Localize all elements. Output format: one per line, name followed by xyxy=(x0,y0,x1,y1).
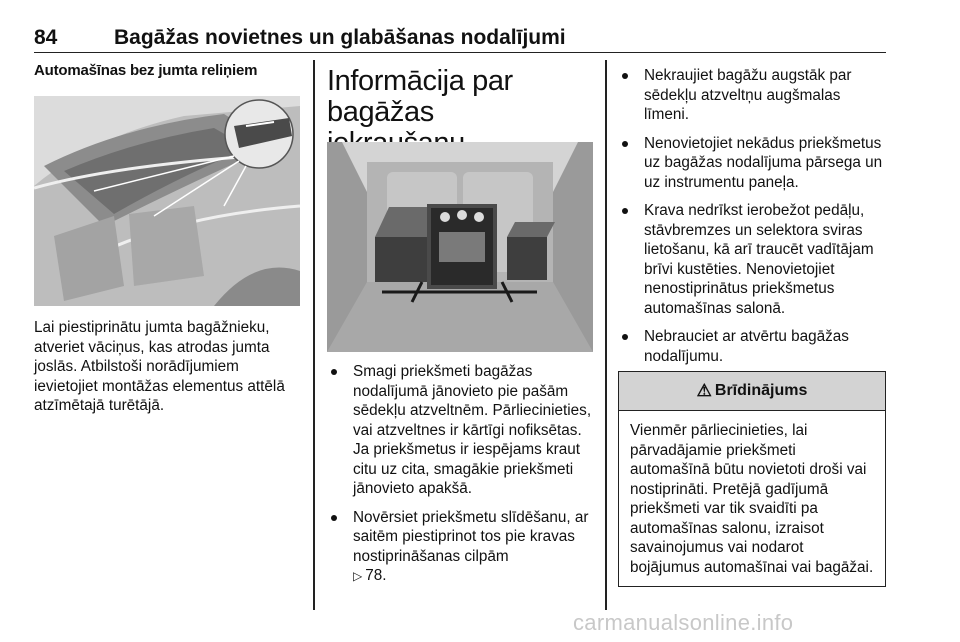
page-number: 84 xyxy=(34,26,58,49)
roof-rack-mounting-illustration xyxy=(34,96,300,306)
list-item-text: Novērsiet priekšmetu slīdēšanu, ar saitēm piestiprinot tos pie kravas nostiprināšanas cilpām xyxy=(353,508,589,565)
list-item xyxy=(618,66,888,125)
page-reference-link[interactable]: 78. xyxy=(365,567,387,584)
luggage-loading-illustration xyxy=(327,142,593,352)
column-divider xyxy=(313,60,315,610)
list-item-text: Nekraujiet bagāžu augstāk par sēdekļu atzveltņu augšmalas līmeni. xyxy=(644,67,852,123)
list-item-text: Nebrauciet ar atvērtu bagāžas nodalījumu. xyxy=(644,328,849,365)
list-item-text: Nenovietojiet nekādus priekšmetus uz bagāžas nodalījuma pārsega un uz instrumentu paneļa. xyxy=(644,134,883,191)
column-left xyxy=(34,62,300,602)
list-item xyxy=(618,134,888,193)
warning-header xyxy=(619,372,885,411)
bullet-dot xyxy=(622,73,628,79)
section-title-line1: Informācija par bagāžas xyxy=(327,65,513,128)
list-item xyxy=(618,327,888,366)
bullet-dot xyxy=(331,369,337,375)
list-item xyxy=(327,362,593,499)
chapter-title: Bagāžas novietnes un glabāšanas nodalījumi xyxy=(114,26,566,49)
list-item xyxy=(327,508,593,587)
warning-text: Vienmēr pārliecinieties, lai pārvadājamie priekšmeti automašīnā būtu novietoti droši vai nostiprināti. Pretējā gadījumā priekšmeti var tik svaidīti pa automašīnas salonu, izraisot savainojumus vai nodarot bojājumus automašīnai vai bagāžai. xyxy=(630,422,874,576)
loading-tips-list xyxy=(327,362,593,596)
loading-tips-list-continued xyxy=(618,66,888,375)
list-item xyxy=(618,201,888,318)
bullet-dot xyxy=(622,208,628,214)
warning-triangle-icon: ⚠ xyxy=(696,381,712,400)
warning-title: Brīdinājums xyxy=(714,382,808,399)
bullet-dot xyxy=(331,515,337,521)
page-reference-arrow-icon: ▷ xyxy=(353,569,363,583)
bullet-dot xyxy=(622,141,628,147)
mounting-instructions: Lai piestiprinātu jumta bagāžnieku, atveriet vāciņus, kas atrodas jumta joslās. Atbilstoši norādījumiem ievietojiet montāžas elementus attēlā atzīmētajā turētājā. xyxy=(34,319,285,414)
column-divider xyxy=(605,60,607,610)
column-right xyxy=(618,62,888,602)
watermark: carmanualsonline.info xyxy=(573,610,794,635)
page-header xyxy=(34,26,886,53)
subheading: Automašīnas bez jumta reliņiem xyxy=(34,62,258,79)
bullet-dot xyxy=(622,334,628,340)
list-item-text: Smagi priekšmeti bagāžas nodalījumā jānovieto pie pašām sēdekļu atzveltnēm. Pārliecinieties, vai atzveltnes ir kārtīgi nofiksētas. Ja priekšmetus ir iespējams kraut citu uz cita, smagākie priekšmeti jānovieto apakšā. xyxy=(353,363,592,497)
warning-box xyxy=(618,371,886,587)
list-item-text: Krava nedrīkst ierobežot pedāļu, stāvbremzes un selektora sviras lietošanu, kā arī traucēt vadītājam brīvi kustēties. Nenovietojiet nenostiprinātus priekšmetus automašīnas salonā. xyxy=(644,202,874,317)
column-middle xyxy=(327,62,593,602)
